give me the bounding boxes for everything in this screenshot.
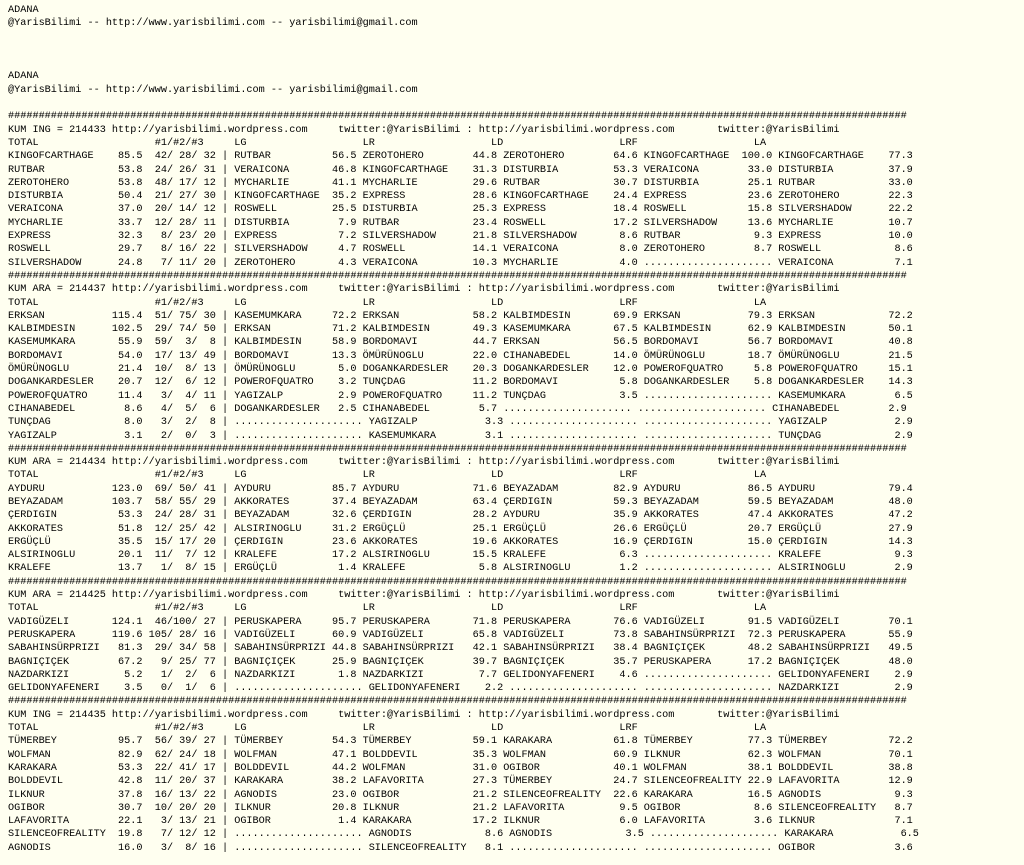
race-header: KUM ARA = 214434 http://yarisbilimi.wordpress.com twitter:@YarisBilimi : http://yarisbilimi.wordpress.com twitter:@YarisBilimi — [8, 457, 840, 469]
blank-line — [8, 44, 1024, 57]
table-row: AGNODIS 16.0 3/ 8/ 16 | ..................... SILENCEOFREALITY 8.1 ..................... ..................... OGIBOR 3.6 — [8, 842, 913, 854]
table-row: POWEROFQUATRO 11.4 3/ 4/ 11 | YAGIZALP 2.9 POWEROFQUATRO 11.2 TUNÇDAG 3.5 ..................... KASEMUMKARA 6.5 — [8, 390, 913, 402]
contact-line: @YarisBilimi -- http://www.yarisbilimi.com -- yarisbilimi@gmail.com — [8, 18, 418, 30]
table-row: KASEMUMKARA 55.9 59/ 3/ 8 | KALBIMDESIN 58.9 BORDOMAVI 44.7 ERKSAN 56.5 BORDOMAVI 56.7 BORDOMAVI 40.8 — [8, 337, 913, 349]
table-row: ILKNUR 37.8 16/ 13/ 22 | AGNODIS 23.0 OGIBOR 21.2 SILENCEOFREALITY 22.6 KARAKARA 16.5 AGNODIS 9.3 — [8, 789, 913, 801]
race-header: KUM ARA = 214437 http://yarisbilimi.wordpress.com twitter:@YarisBilimi : http://yarisbilimi.wordpress.com twitter:@YarisBilimi — [8, 284, 840, 296]
table-row: WOLFMAN 82.9 62/ 24/ 18 | WOLFMAN 47.1 BOLDDEVIL 35.3 WOLFMAN 60.9 ILKNUR 62.3 WOLFMAN 70.1 — [8, 749, 913, 761]
table-row: EXPRESS 32.3 8/ 23/ 20 | EXPRESS 7.2 SILVERSHADOW 21.8 SILVERSHADOW 8.6 RUTBAR 9.3 EXPRESS 10.0 — [8, 231, 913, 243]
blank-line — [8, 97, 1024, 110]
table-row: LAFAVORITA 22.1 3/ 13/ 21 | OGIBOR 1.4 KARAKARA 17.2 ILKNUR 6.0 LAFAVORITA 3.6 ILKNUR 7.1 — [8, 816, 913, 828]
column-headers: TOTAL #1/#2/#3 LG LR LD LRF LA — [8, 603, 767, 615]
table-row: VADIGÜZELI 124.1 46/100/ 27 | PERUSKAPERA 95.7 PERUSKAPERA 71.8 PERUSKAPERA 76.6 VADIGÜZELI 91.5 VADIGÜZELI 70.1 — [8, 616, 913, 628]
contact-line: @YarisBilimi -- http://www.yarisbilimi.com -- yarisbilimi@gmail.com — [8, 84, 418, 96]
table-row: YAGIZALP 3.1 2/ 0/ 3 | ..................... KASEMUMKARA 3.1 ..................... ..................... TUNÇDAG 2.9 — [8, 430, 913, 442]
table-row: AYDURU 123.0 69/ 50/ 41 | AYDURU 85.7 AYDURU 71.6 BEYAZADAM 82.9 AYDURU 86.5 AYDURU 79.4 — [8, 483, 913, 495]
table-row: RUTBAR 53.8 24/ 26/ 31 | VERAICONA 46.8 KINGOFCARTHAGE 31.3 DISTURBIA 53.3 VERAICONA 33.0 DISTURBIA 37.9 — [8, 164, 913, 176]
race-section-kum-ara-214437 — [8, 270, 1024, 443]
table-row: PERUSKAPERA 119.6 105/ 28/ 16 | VADIGÜZELI 60.9 VADIGÜZELI 65.8 VADIGÜZELI 73.8 SABAHINSÜRPRIZI 72.3 PERUSKAPERA 55.9 — [8, 629, 913, 641]
column-headers: TOTAL #1/#2/#3 LG LR LD LRF LA — [8, 723, 767, 735]
race-header: KUM ING = 214435 http://yarisbilimi.wordpress.com twitter:@YarisBilimi : http://yarisbilimi.wordpress.com twitter:@YarisBilimi — [8, 709, 840, 721]
table-row: AKKORATES 51.8 12/ 25/ 42 | ALSIRINOGLU 31.2 ERGÜÇLÜ 25.1 ERGÜÇLÜ 26.6 ERGÜÇLÜ 20.7 ERGÜÇLÜ 27.9 — [8, 523, 913, 535]
race-header: KUM ARA = 214425 http://yarisbilimi.wordpress.com twitter:@YarisBilimi : http://yarisbilimi.wordpress.com twitter:@YarisBilimi — [8, 590, 840, 602]
column-headers: TOTAL #1/#2/#3 LG LR LD LRF LA — [8, 137, 767, 149]
table-row: KARAKARA 53.3 22/ 41/ 17 | BOLDDEVIL 44.2 WOLFMAN 31.0 OGIBOR 40.1 WOLFMAN 38.1 BOLDDEVIL 38.8 — [8, 762, 913, 774]
location-title: ADANA — [8, 5, 39, 16]
table-row: BOLDDEVIL 42.8 11/ 20/ 37 | KARAKARA 38.2 LAFAVORITA 27.3 TÜMERBEY 24.7 SILENCEOFREALITY 22.9 LAFAVORITA 12.9 — [8, 776, 913, 788]
table-row: DISTURBIA 50.4 21/ 27/ 30 | KINGOFCARTHAGE 35.2 EXPRESS 28.6 KINGOFCARTHAGE 24.4 EXPRESS 23.6 ZEROTOHERO 22.3 — [8, 191, 913, 203]
blank-line — [8, 57, 1024, 70]
location-title: ADANA — [8, 71, 39, 83]
table-row: BEYAZADAM 103.7 58/ 55/ 29 | AKKORATES 37.4 BEYAZADAM 63.4 ÇERDIGIN 59.3 BEYAZADAM 59.5 BEYAZADAM 48.0 — [8, 496, 913, 508]
column-headers: TOTAL #1/#2/#3 LG LR LD LRF LA — [8, 470, 767, 482]
table-row: SILVERSHADOW 24.8 7/ 11/ 20 | ZEROTOHERO 4.3 VERAICONA 10.3 MYCHARLIE 4.0 ..................... VERAICONA 7.1 — [8, 257, 913, 269]
table-row: GELIDONYAFENERI 3.5 0/ 1/ 6 | ..................... GELIDONYAFENERI 2.2 ..................... ..................... NAZDARKIZI 2.9 — [8, 683, 913, 695]
race-section-kum-ara-214425 — [8, 576, 1024, 696]
table-row: NAZDARKIZI 5.2 1/ 2/ 6 | NAZDARKIZI 1.8 NAZDARKIZI 7.7 GELIDONYAFENERI 4.6 ..................... GELIDONYAFENERI 2.9 — [8, 669, 913, 681]
table-row: BAGNIÇIÇEK 67.2 9/ 25/ 77 | BAGNIÇIÇEK 25.9 BAGNIÇIÇEK 39.7 BAGNIÇIÇEK 35.7 PERUSKAPERA 17.2 BAGNIÇIÇEK 48.0 — [8, 656, 913, 668]
table-row: TUNÇDAG 8.0 3/ 2/ 8 | ..................... YAGIZALP 3.3 ..................... ..................... YAGIZALP 2.9 — [8, 417, 913, 429]
table-row: KRALEFE 13.7 1/ 8/ 15 | ERGÜÇLÜ 1.4 KRALEFE 5.8 ALSIRINOGLU 1.2 ..................... ALSIRINOGLU 2.9 — [8, 563, 913, 575]
table-row: OGIBOR 30.7 10/ 20/ 20 | ILKNUR 20.8 ILKNUR 21.2 LAFAVORITA 9.5 OGIBOR 8.6 SILENCEOFREALITY 8.7 — [8, 802, 913, 814]
table-row: CIHANABEDEL 8.6 4/ 5/ 6 | DOGANKARDESLER 2.5 CIHANABEDEL 5.7 ..................... ..................... CIHANABEDEL 2.9 — [8, 403, 907, 415]
section-divider: ################################################################################################################################################### — [8, 576, 907, 588]
section-divider: ################################################################################################################################################### — [8, 270, 907, 282]
table-row: DOGANKARDESLER 20.7 12/ 6/ 12 | POWEROFQUATRO 3.2 TUNÇDAG 11.2 BORDOMAVI 5.8 DOGANKARDESLER 5.8 DOGANKARDESLER 14.3 — [8, 377, 913, 389]
table-row: ÇERDIGIN 53.3 24/ 28/ 31 | BEYAZADAM 32.6 ÇERDIGIN 28.2 AYDURU 35.9 AKKORATES 47.4 AKKORATES 47.2 — [8, 510, 913, 522]
table-row: MYCHARLIE 33.7 12/ 28/ 11 | DISTURBIA 7.9 RUTBAR 23.4 ROSWELL 17.2 SILVERSHADOW 13.6 MYCHARLIE 10.7 — [8, 217, 913, 229]
table-row: SILENCEOFREALITY 19.8 7/ 12/ 12 | ..................... AGNODIS 8.6 AGNODIS 3.5 ..................... KARAKARA 6.5 — [8, 829, 919, 841]
table-row: KINGOFCARTHAGE 85.5 42/ 28/ 32 | RUTBAR 56.5 ZEROTOHERO 44.8 ZEROTOHERO 64.6 KINGOFCARTHAGE 100.0 KINGOFCARTHAGE 77.3 — [8, 151, 913, 163]
race-section-kum-ing-214435 — [8, 695, 1024, 855]
section-divider: ################################################################################################################################################### — [8, 443, 907, 455]
table-row: TÜMERBEY 95.7 56/ 39/ 27 | TÜMERBEY 54.3 TÜMERBEY 59.1 KARAKARA 61.8 TÜMERBEY 77.3 TÜMERBEY 72.2 — [8, 736, 913, 748]
race-section-kum-ara-214434 — [8, 443, 1024, 576]
table-row: ALSIRINOGLU 20.1 11/ 7/ 12 | KRALEFE 17.2 ALSIRINOGLU 15.5 KRALEFE 6.3 ..................... KRALEFE 9.3 — [8, 550, 913, 562]
table-row: SABAHINSÜRPRIZI 81.3 29/ 34/ 58 | SABAHINSÜRPRIZI 44.8 SABAHINSÜRPRIZI 42.1 SABAHINSÜRPRIZI 38.4 BAGNIÇIÇEK 48.2 SABAHINSÜRPRIZI 49.5 — [8, 643, 913, 655]
section-divider: ################################################################################################################################################### — [8, 111, 907, 123]
table-row: ERKSAN 115.4 51/ 75/ 30 | KASEMUMKARA 72.2 ERKSAN 58.2 KALBIMDESIN 69.9 ERKSAN 79.3 ERKSAN 72.2 — [8, 310, 913, 322]
document-header — [8, 4, 1024, 110]
table-row: BORDOMAVI 54.0 17/ 13/ 49 | BORDOMAVI 13.3 ÖMÜRÜNOGLU 22.0 CIHANABEDEL 14.0 ÖMÜRÜNOGLU 18.7 ÖMÜRÜNOGLU 21.5 — [8, 350, 913, 362]
race-section-kum-ing-214433 — [8, 110, 1024, 270]
table-row: ÖMÜRÜNOGLU 21.4 10/ 8/ 13 | ÖMÜRÜNOGLU 5.0 DOGANKARDESLER 20.3 DOGANKARDESLER 12.0 POWEROFQUATRO 5.8 POWEROFQUATRO 15.1 — [8, 364, 913, 376]
table-row: ERGÜÇLÜ 35.5 15/ 17/ 20 | ÇERDIGIN 23.6 AKKORATES 19.6 AKKORATES 16.9 ÇERDIGIN 15.0 ÇERDIGIN 14.3 — [8, 536, 913, 548]
table-row: ROSWELL 29.7 8/ 16/ 22 | SILVERSHADOW 4.7 ROSWELL 14.1 VERAICONA 8.0 ZEROTOHERO 8.7 ROSWELL 8.6 — [8, 244, 913, 256]
table-row: VERAICONA 37.0 20/ 14/ 12 | ROSWELL 25.5 DISTURBIA 25.3 EXPRESS 18.4 ROSWELL 15.8 SILVERSHADOW 22.2 — [8, 204, 913, 216]
race-header: KUM ING = 214433 http://yarisbilimi.wordpress.com twitter:@YarisBilimi : http://yarisbilimi.wordpress.com twitter:@YarisBilimi — [8, 124, 840, 136]
table-row: KALBIMDESIN 102.5 29/ 74/ 50 | ERKSAN 71.2 KALBIMDESIN 49.3 KASEMUMKARA 67.5 KALBIMDESIN 62.9 KALBIMDESIN 50.1 — [8, 324, 913, 336]
column-headers: TOTAL #1/#2/#3 LG LR LD LRF LA — [8, 297, 767, 309]
section-divider: ################################################################################################################################################### — [8, 696, 907, 708]
blank-line — [8, 31, 1024, 44]
race-sections — [8, 110, 1024, 855]
table-row: ZEROTOHERO 53.8 48/ 17/ 12 | MYCHARLIE 41.1 MYCHARLIE 29.6 RUTBAR 30.7 DISTURBIA 25.1 RUTBAR 33.0 — [8, 177, 913, 189]
